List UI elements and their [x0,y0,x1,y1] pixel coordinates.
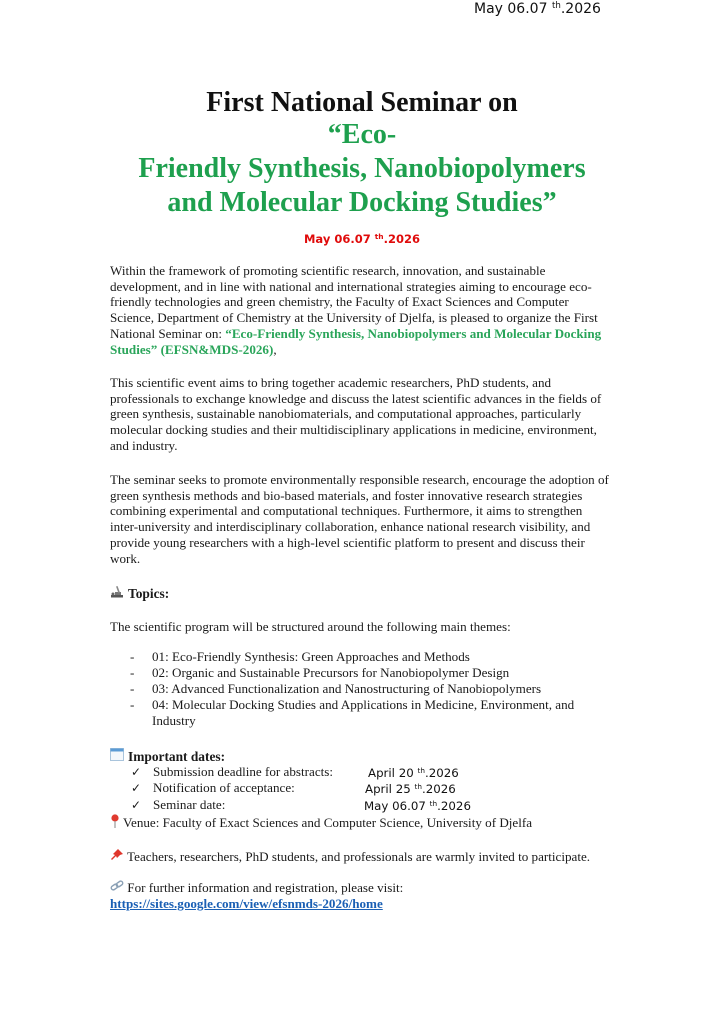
check-icon: ✓ [131,781,142,796]
link-icon [110,880,124,896]
check-icon: ✓ [131,797,142,812]
topics-intro: The scientific program will be structured around the following main themes: [110,619,511,634]
list-item: - 03: Advanced Functionalization and Nanostructuring of Nanobiopolymers [130,681,542,696]
pushpin-icon [110,848,124,865]
title-line-2: “Eco- [327,119,397,150]
date-item-seminar: ✓ Seminar date: May 06.07 $^{th}$.2026 [131,796,471,813]
important-dates-heading: Important dates: [110,748,225,765]
list-item: - 01: Eco-Friendly Synthesis: Green Approaches and Methods [130,649,470,664]
dates-list [131,764,611,813]
check-icon: ✓ [131,765,142,779]
page-title [0,88,724,220]
date-item-submission: ✓ Submission deadline for abstracts: April 20 $^{th}$.2026 [131,764,459,781]
title-line-3: Friendly Synthesis, Nanobiopolymers [138,153,586,184]
header-date: May 06.07 $^{th}$.2026 [474,1,601,17]
title-line-1: First National Seminar on [206,87,518,118]
title-line-4: and Molecular Docking Studies” [167,187,557,218]
list-item: - 02: Organic and Sustainable Precursors for Nanobiopolymer Design [130,665,510,680]
pin-icon [110,814,120,832]
aims-paragraph: This scientific event aims to bring together academic researchers, PhD students, and professionals to exchange knowledge and discuss the latest scientific advances in the fields of green synthesis, sustainable nanobiomaterials, and computational approaches, particularly molecular docking studies and their multidisciplinary applications in medicine, environment, and industry. [110,375,602,453]
venue: Venue: Faculty of Exact Sciences and Computer Science, University of Djelfa [110,814,532,832]
invite-paragraph: Teachers, researchers, PhD students, and professionals are warmly invited to participate. [110,848,610,865]
intro-paragraph: Within the framework of promoting scientific research, innovation, and sustainable development, and in line with national and international strategies aiming to encourage eco-friendly technologies and green chemistry, the Faculty of Exact Sciences and Computer Science, Department of Chemistry at the University of Djelfa, is pleased to organize the First National Seminar on: “Eco-Friendly Synthesis, Nanobiopolymers and Molecular Docking Studies” (EFSN&MDS-2026), [110,263,602,357]
microscope-icon [110,585,124,602]
goals-paragraph: The seminar seeks to promote environmentally responsible research, encourage the adoption of green synthesis methods and bio-based materials, and foster innovative research strategies combining experimental and computational techniques. Furthermore, it aims to strengthen inter-university and interdisciplinary collaboration, enhance national research visibility, and provide young researchers with a high-level scientific platform to present and discuss their work. [110,472,609,566]
list-item: - 04: Molecular Docking Studies and Applications in Medicine, Environment, and Industry [130,697,575,728]
calendar-icon [110,748,124,765]
info-paragraph: For further information and registration, please visit: https://sites.google.com/view/efsnmds-2026/home [110,880,404,911]
event-date: May 06.07 $^{th}$.2026 [303,232,420,247]
registration-link[interactable]: https://sites.google.com/view/efsnmds-2026/home [110,895,383,911]
topics-list [110,649,620,729]
topics-heading: Topics: [110,585,169,602]
date-item-notification: ✓ Notification of acceptance: April 25 $^{th}$.2026 [131,780,456,797]
seminar-name-highlight: “Eco-Friendly Synthesis, Nanobiopolymers and Molecular Docking Studies” (EFSN&MDS-2026) [110,325,602,357]
